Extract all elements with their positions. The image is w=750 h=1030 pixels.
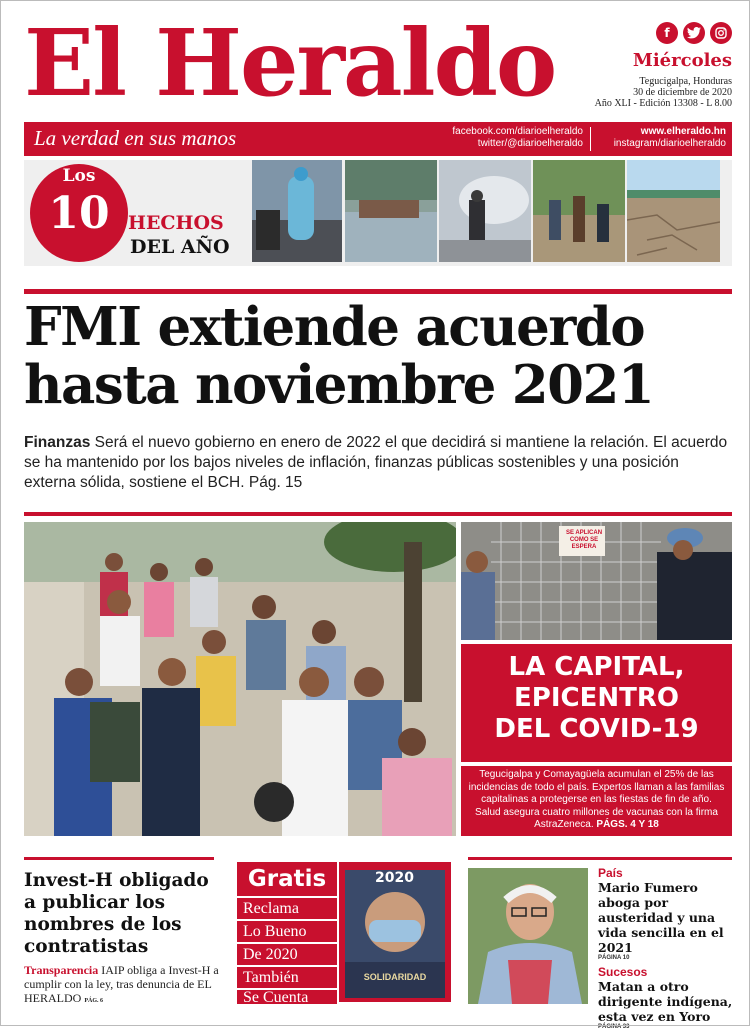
investh-text: IAIP obliga a Invest-H a cumplir con la ley, tras denuncia de EL HERALDO bbox=[24, 963, 219, 1005]
facebook-link[interactable]: facebook.com/diarioelheraldo bbox=[452, 126, 583, 137]
location: Tegucigalpa, Honduras bbox=[639, 76, 732, 87]
hechos-photo-3[interactable] bbox=[439, 160, 531, 262]
del-ano-label: DEL AÑO bbox=[130, 236, 230, 258]
promo-line-1: Reclama bbox=[237, 897, 337, 919]
covid-headline-line3: DEL COVID-19 bbox=[494, 714, 699, 744]
section-rule bbox=[24, 289, 732, 294]
web-links bbox=[596, 126, 726, 150]
section-pais: País bbox=[598, 866, 623, 880]
newspaper-title: El Heraldo bbox=[24, 9, 556, 117]
hechos-circle[interactable] bbox=[30, 164, 128, 262]
hechos-photo-5[interactable] bbox=[627, 160, 720, 262]
investh-page: PÁG. 6 bbox=[84, 998, 103, 1004]
promo-line-4: También bbox=[237, 966, 337, 988]
page-ref-1: PÁGINA 10 bbox=[598, 955, 630, 961]
social-links bbox=[445, 126, 583, 150]
crowd-photo[interactable] bbox=[24, 522, 456, 836]
tagline: La verdad en sus manos bbox=[34, 126, 237, 150]
date-info bbox=[580, 76, 732, 109]
covid-headline-line2: EPICENTRO bbox=[514, 683, 679, 713]
book-year: 2020 bbox=[375, 870, 414, 886]
hechos-label: HECHOS bbox=[128, 212, 224, 234]
promo-line-2: Lo Bueno bbox=[237, 920, 337, 942]
twitter-link[interactable]: twitter/@diarioelheraldo bbox=[477, 138, 583, 149]
story-yoro[interactable]: Matan a otro dirigente indígena, esta vez en Yoro bbox=[598, 979, 733, 1024]
covid-headline[interactable] bbox=[461, 644, 732, 762]
covid-pages: PÁGS. 4 Y 18 bbox=[596, 819, 659, 830]
story-fumero[interactable]: Mario Fumero aboga por austeridad y una vida sencilla en el 2021 bbox=[598, 880, 724, 955]
covid-headline-line1: LA CAPITAL, bbox=[508, 652, 685, 682]
hechos-photo-4[interactable] bbox=[533, 160, 625, 262]
rule-left bbox=[24, 857, 214, 860]
lead-deck bbox=[24, 433, 734, 493]
gratis-label[interactable]: Gratis bbox=[237, 862, 337, 896]
lead-headline[interactable] bbox=[24, 298, 732, 414]
hechos-photo-1[interactable] bbox=[252, 160, 342, 262]
rule-right bbox=[468, 857, 732, 860]
lead-headline-line1: FMI extiende acuerdo bbox=[24, 296, 645, 358]
section-rule-2 bbox=[24, 512, 732, 516]
promo-line-3: De 2020 bbox=[237, 943, 337, 965]
fumero-photo[interactable] bbox=[468, 868, 588, 1004]
lead-deck-text: Será el nuevo gobierno en enero de 2022 el que decidirá si mantiene la relación. El acuerdo se ha mantenido por los bajos niveles de inflación, finanzas públicas sostenibles y una posición externa sólida, sostiene el BCH. Pág. 15 bbox=[24, 434, 728, 491]
date: 30 de diciembre de 2020 bbox=[633, 87, 732, 98]
sign-text: SE APLICAN COMO SE ESPERA bbox=[565, 530, 603, 550]
twitter-icon[interactable] bbox=[683, 22, 705, 44]
investh-section: Transparencia bbox=[24, 963, 99, 977]
instagram-icon[interactable] bbox=[710, 22, 732, 44]
day-of-week: Miércoles bbox=[632, 50, 732, 71]
investh-headline[interactable]: Invest-H obligado a publicar los nombres de los contratistas bbox=[24, 870, 209, 957]
section-sucesos: Sucesos bbox=[598, 965, 648, 979]
page-ref-2: PÁGINA 33 bbox=[598, 1024, 630, 1030]
lead-section: Finanzas bbox=[24, 434, 91, 451]
hechos-photo-2[interactable] bbox=[345, 160, 437, 262]
promo-line-5: Se Cuenta bbox=[237, 989, 337, 1004]
covid-summary-text: Tegucigalpa y Comayagüela acumulan el 25% de las incidencias de todo el país. Expertos llaman a las familias capitalinas a protegerse en las fiestas de fin de año. Salud asegura cuatro millones de vacunas con la firma AstraZeneca. bbox=[468, 769, 725, 830]
hechos-los: Los bbox=[62, 166, 96, 186]
covid-summary bbox=[461, 766, 732, 836]
right-stories bbox=[598, 866, 738, 1030]
book-title: SOLIDARIDAD bbox=[363, 972, 427, 982]
hechos-number: 10 bbox=[48, 188, 110, 239]
lead-headline-line2: hasta noviembre 2021 bbox=[24, 354, 654, 416]
website-link[interactable]: www.elheraldo.hn bbox=[640, 126, 726, 137]
facebook-icon[interactable]: f bbox=[656, 22, 678, 44]
instagram-link[interactable]: instagram/diarioelheraldo bbox=[613, 138, 726, 149]
edition: Año XLI - Edición 13308 - L 8.00 bbox=[594, 98, 732, 109]
divider bbox=[590, 127, 591, 151]
investh-summary bbox=[24, 963, 229, 1008]
